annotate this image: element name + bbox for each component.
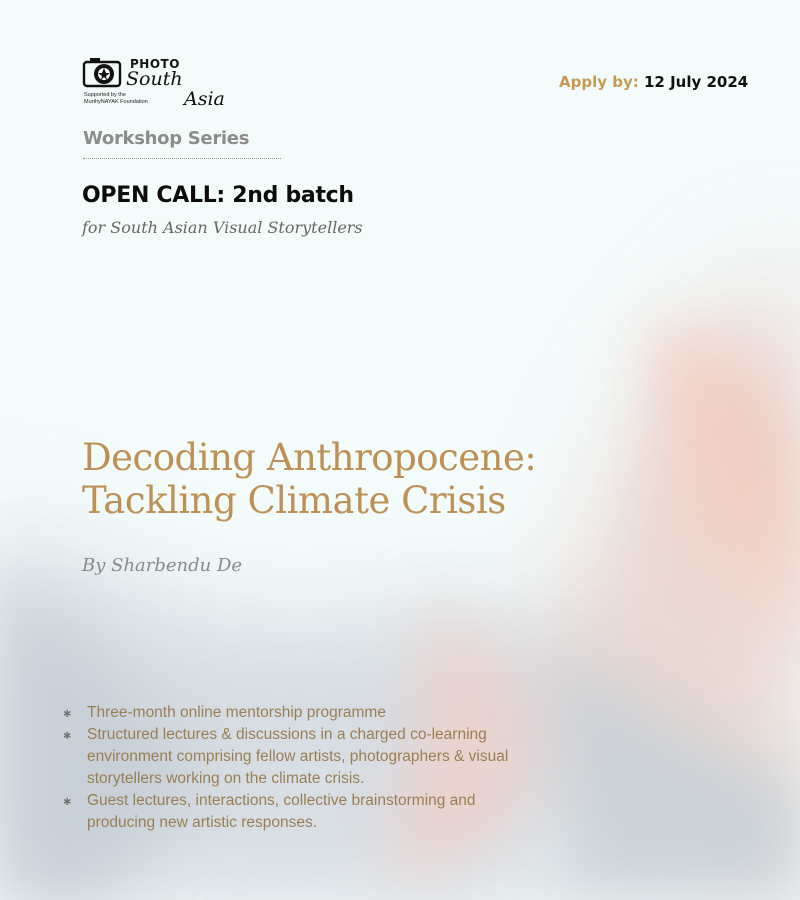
list-item bbox=[62, 702, 532, 724]
list-item bbox=[62, 724, 532, 790]
logo-word-south: South bbox=[126, 68, 183, 90]
workshop-title bbox=[82, 436, 642, 522]
audience-subtitle: for South Asian Visual Storytellers bbox=[82, 218, 363, 237]
apply-deadline bbox=[559, 73, 748, 91]
apply-label: Apply by: bbox=[559, 73, 639, 91]
bullet-icon: ✱ bbox=[63, 731, 72, 742]
list-item-text: Guest lectures, interactions, collective brainstorming and producing new artistic responses. bbox=[87, 792, 476, 831]
open-call-heading: OPEN CALL: 2nd batch bbox=[82, 183, 354, 208]
bullet-icon: ✱ bbox=[63, 709, 72, 720]
logo-word-asia: Asia bbox=[184, 88, 225, 110]
author-byline: By Sharbendu De bbox=[82, 555, 243, 576]
workshop-title-line1: Decoding Anthropocene: bbox=[82, 436, 537, 479]
list-item bbox=[62, 790, 532, 834]
logo-word-photo: PHOTO bbox=[130, 57, 180, 71]
feature-list bbox=[62, 702, 532, 834]
logo-supported-line1: Supported by the bbox=[84, 92, 126, 98]
dotted-divider bbox=[83, 158, 281, 159]
apply-date: 12 July 2024 bbox=[643, 73, 749, 91]
list-item-text: Structured lectures & discussions in a charged co-learning environment comprising fellow artists, photographers & visual storytellers working on the climate crisis. bbox=[87, 726, 509, 787]
bullet-icon: ✱ bbox=[63, 797, 72, 808]
list-item-text: Three-month online mentorship programme bbox=[87, 704, 386, 721]
camera-aperture-icon bbox=[82, 56, 126, 90]
logo-supported-line2: MurthyNAYAK Foundation bbox=[84, 99, 148, 105]
series-title: Workshop Series bbox=[83, 128, 250, 149]
workshop-title-line2: Tackling Climate Crisis bbox=[82, 479, 506, 522]
photo-south-asia-logo bbox=[82, 56, 242, 116]
